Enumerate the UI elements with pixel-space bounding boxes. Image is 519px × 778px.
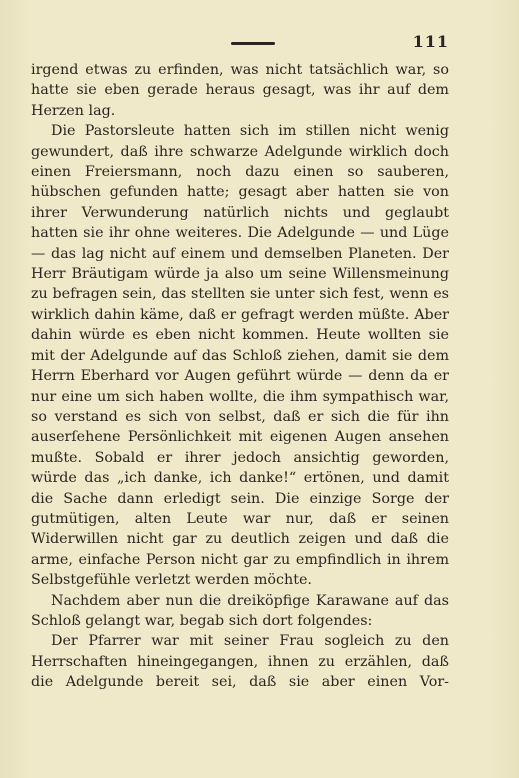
paragraph-3: Nachdem aber nun die dreiköpfige Karawane auf das Schloß gelangt war, begab sich dort folgendes:	[31, 592, 449, 629]
header-ornament-rule	[231, 42, 275, 45]
body-text	[31, 60, 449, 693]
paragraph-1: irgend etwas zu erfinden, was nicht tatsächlich war, so hatte sie eben gerade heraus gesagt, was ihr auf dem Herzen lag.	[31, 62, 449, 119]
paragraph-2: Die Pastorsleute hatten sich im stillen nicht wenig gewundert, daß ihre schwarze Adelgunde wirklich doch einen Freiersmann, noch dazu einen so sauberen, hübschen gefunden hatte; gesagt aber hatten sie von ihrer Verwunderung natürlich nichts und geglaubt hatten sie ihr ohne weiteres. Die Adelgunde — und Lüge — das lag nicht auf einem und demselben Planeten. Der Herr Bräutigam würde ja also um seine Willensmeinung zu befragen sein, das stellten sie unter sich fest, wenn es wirklich dahin käme, daß er gefragt werden müßte. Aber dahin würde es eben nicht kommen. Heute wollten sie mit der Adelgunde auf das Schloß ziehen, damit sie dem Herrn Eberhard vor Augen geführt würde — denn da er nur eine um sich haben wollte, die ihm sympathisch war, so verstand es sich von selbst, daß er sich die für ihn auserſehene Persönlichkeit mit eigenen Augen ansehen mußte. Sobald er ihrer jedoch ansichtig geworden, würde das „ich danke, ich danke!“ ertönen, und damit die Sache dann erledigt sein. Die einzige Sorge der gutmütigen, alten Leute war nur, daß er seinen Widerwillen nicht gar zu deutlich zeigen und daß die arme, einfache Person nicht gar zu empfindlich in ihrem Selbstgefühle verletzt werden möchte.	[31, 123, 449, 589]
running-head	[31, 32, 449, 52]
paragraph-4: Der Pfarrer war mit seiner Frau sogleich zu den Herrschaften hineingegangen, ihnen zu erzählen, daß die Adelgunde bereit sei, daß sie aber einen Vor-	[31, 633, 449, 691]
page-number: 111	[412, 32, 449, 51]
